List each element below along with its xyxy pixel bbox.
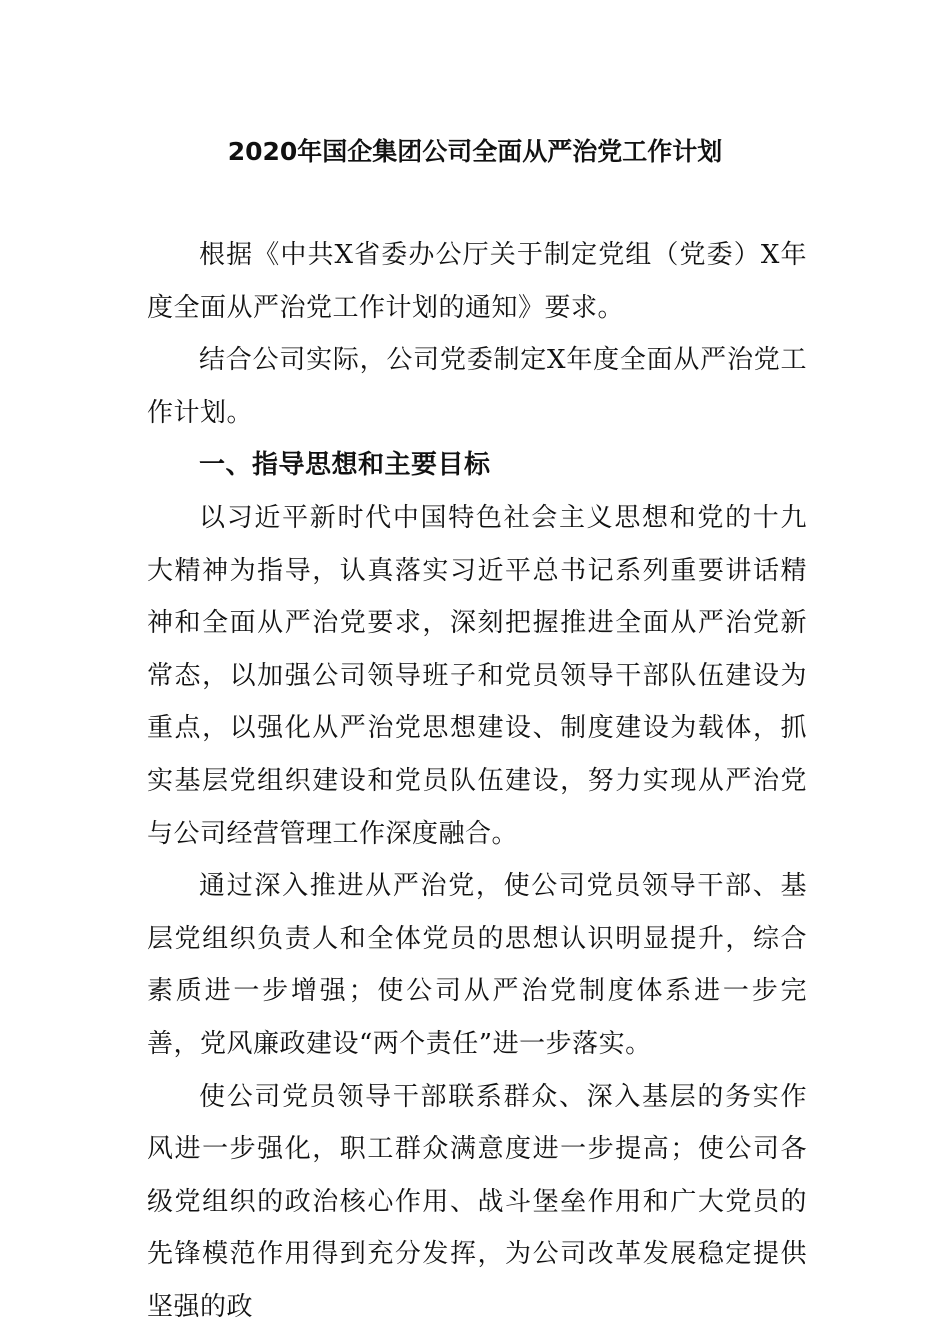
section-heading-1: 一、指导思想和主要目标 bbox=[199, 450, 491, 481]
intro-paragraph-2: 结合公司实际，公司党委制定X年度全面从严治党工作计划。 bbox=[147, 345, 807, 428]
section1-paragraph-3: 使公司党员领导干部联系群众、深入基层的务实作风进一步强化，职工群众满意度进一步提高；使公司各级党组织的政治核心作用、战斗堡垒作用和广大党员的先锋模范作用得到充分发挥，为公司改革发展稳定提供坚强的政 bbox=[147, 1081, 807, 1322]
document-body bbox=[147, 229, 807, 1333]
intro-paragraph-1: 根据《中共X省委办公厅关于制定党组（党委）X年度全面从严治党工作计划的通知》要求。 bbox=[147, 240, 807, 323]
section1-paragraph-1: 以习近平新时代中国特色社会主义思想和党的十九大精神为指导，认真落实习近平总书记系列重要讲话精神和全面从严治党要求，深刻把握推进全面从严治党新常态，以加强公司领导班子和党员领导干部队伍建设为重点，以强化从严治党思想建设、制度建设为载体，抓实基层党组织建设和党员队伍建设，努力实现从严治党与公司经营管理工作深度融合。 bbox=[147, 502, 807, 849]
section1-paragraph-2: 通过深入推进从严治党，使公司党员领导干部、基层党组织负责人和全体党员的思想认识明显提升，综合素质进一步增强；使公司从严治党制度体系进一步完善，党风廉政建设“两个责任”进一步落实。 bbox=[147, 871, 807, 1059]
document-title: 2020年国企集团公司全面从严治党工作计划 bbox=[227, 137, 723, 166]
